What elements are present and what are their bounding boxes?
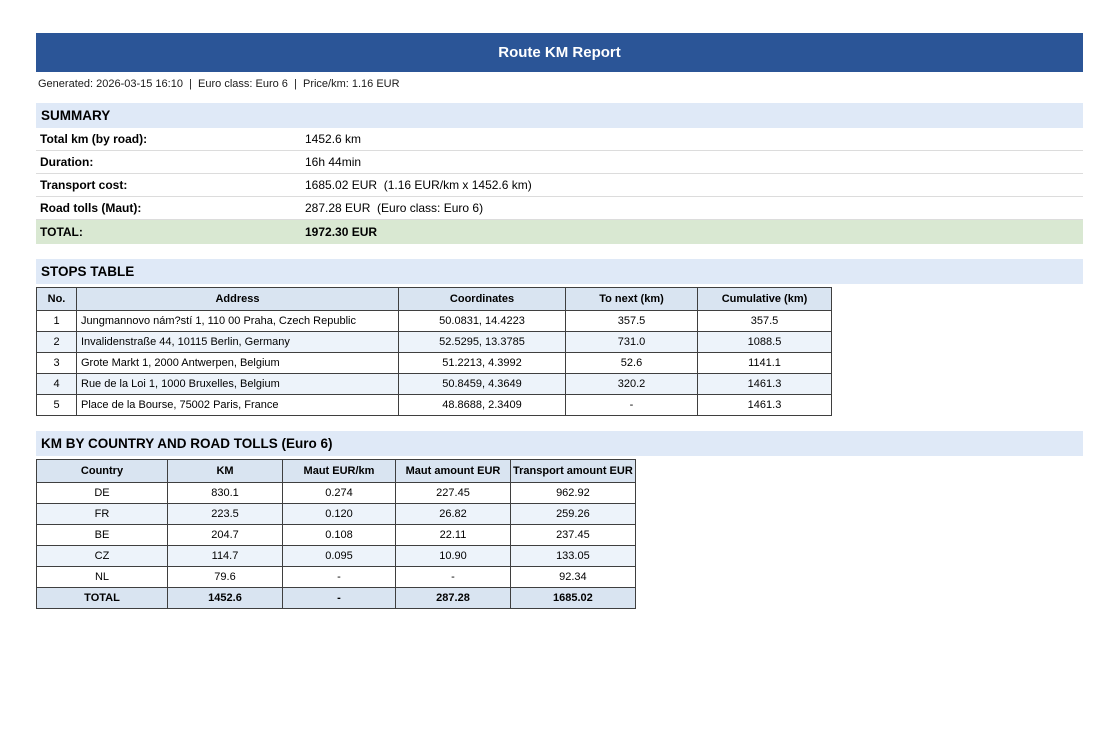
- summary-value: 1685.02 EUR (1.16 EUR/km x 1452.6 km): [305, 178, 532, 192]
- table-cell: 133.05: [511, 546, 636, 567]
- table-cell: 0.274: [283, 483, 396, 504]
- summary-value: 1452.6 km: [305, 132, 362, 146]
- summary-row: [36, 128, 1083, 151]
- report-meta: Generated: 2026-03-15 16:10 | Euro class: Euro 6 | Price/km: 1.16 EUR: [38, 78, 400, 90]
- table-cell: Invalidenstraße 44, 10115 Berlin, Germany: [77, 332, 399, 353]
- column-header: No.: [37, 288, 77, 311]
- table-cell: 1141.1: [698, 353, 832, 374]
- summary-value: 16h 44min: [305, 155, 362, 169]
- table-cell: 52.5295, 13.3785: [399, 332, 566, 353]
- table-cell: DE: [37, 483, 168, 504]
- table-cell: 48.8688, 2.3409: [399, 395, 566, 416]
- table-cell: -: [566, 395, 698, 416]
- table-row: [37, 332, 832, 353]
- column-header: Coordinates: [399, 288, 566, 311]
- table-cell: 830.1: [168, 483, 283, 504]
- table-cell: Jungmannovo nám?stí 1, 110 00 Praha, Czech Republic: [77, 311, 399, 332]
- table-cell: 1: [37, 311, 77, 332]
- table-cell: FR: [37, 504, 168, 525]
- table-total-cell: 287.28: [396, 588, 511, 609]
- table-cell: 1088.5: [698, 332, 832, 353]
- tolls-table-header: [37, 460, 636, 483]
- table-row: [37, 525, 636, 546]
- summary-label: Duration:: [40, 155, 94, 169]
- section-heading-summary: SUMMARY: [36, 103, 1083, 128]
- table-total-cell: 1685.02: [511, 588, 636, 609]
- table-cell: 51.2213, 4.3992: [399, 353, 566, 374]
- column-header: Maut EUR/km: [283, 460, 396, 483]
- table-cell: 962.92: [511, 483, 636, 504]
- table-row: [37, 374, 832, 395]
- table-cell: 22.11: [396, 525, 511, 546]
- summary-label: Road tolls (Maut):: [40, 201, 142, 215]
- column-header: To next (km): [566, 288, 698, 311]
- table-cell: 237.45: [511, 525, 636, 546]
- table-row: [37, 395, 832, 416]
- column-header: Country: [37, 460, 168, 483]
- table-row: [37, 504, 636, 525]
- table-cell: 0.095: [283, 546, 396, 567]
- table-cell: Rue de la Loi 1, 1000 Bruxelles, Belgium: [77, 374, 399, 395]
- table-cell: 5: [37, 395, 77, 416]
- table-cell: NL: [37, 567, 168, 588]
- table-cell: -: [283, 567, 396, 588]
- summary-total-value: 1972.30 EUR: [305, 225, 378, 239]
- column-header: Transport amount EUR: [511, 460, 636, 483]
- table-total-row: [37, 588, 636, 609]
- table-cell: 26.82: [396, 504, 511, 525]
- table-row: [37, 546, 636, 567]
- tolls-table-total: [37, 588, 636, 609]
- stops-table-body: [37, 311, 832, 416]
- summary-block: [36, 128, 1083, 220]
- table-cell: 2: [37, 332, 77, 353]
- column-header: Maut amount EUR: [396, 460, 511, 483]
- table-cell: 50.0831, 14.4223: [399, 311, 566, 332]
- table-header-row: [37, 288, 832, 311]
- summary-row: [36, 151, 1083, 174]
- table-row: [37, 353, 832, 374]
- table-cell: 259.26: [511, 504, 636, 525]
- section-heading-stops: STOPS TABLE: [36, 259, 1083, 284]
- table-cell: 731.0: [566, 332, 698, 353]
- column-header: KM: [168, 460, 283, 483]
- table-total-cell: TOTAL: [37, 588, 168, 609]
- table-cell: 227.45: [396, 483, 511, 504]
- table-total-cell: 1452.6: [168, 588, 283, 609]
- column-header: Address: [77, 288, 399, 311]
- table-cell: 223.5: [168, 504, 283, 525]
- tolls-table-body: [37, 483, 636, 588]
- table-cell: CZ: [37, 546, 168, 567]
- table-cell: 4: [37, 374, 77, 395]
- table-cell: 10.90: [396, 546, 511, 567]
- summary-row: [36, 174, 1083, 197]
- table-total-cell: -: [283, 588, 396, 609]
- stops-table-header: [37, 288, 832, 311]
- summary-total-row: [36, 220, 1083, 244]
- summary-total-label: TOTAL:: [40, 225, 83, 239]
- tolls-table: [36, 459, 636, 609]
- table-cell: 52.6: [566, 353, 698, 374]
- table-cell: 114.7: [168, 546, 283, 567]
- stops-table: [36, 287, 832, 416]
- summary-row: [36, 197, 1083, 220]
- table-row: [37, 311, 832, 332]
- table-cell: 357.5: [698, 311, 832, 332]
- summary-label: Total km (by road):: [40, 132, 148, 146]
- table-cell: 92.34: [511, 567, 636, 588]
- table-cell: -: [396, 567, 511, 588]
- table-row: [37, 567, 636, 588]
- table-cell: 0.108: [283, 525, 396, 546]
- table-cell: 79.6: [168, 567, 283, 588]
- report-title: Route KM Report: [36, 33, 1083, 72]
- table-cell: 50.8459, 4.3649: [399, 374, 566, 395]
- table-cell: Place de la Bourse, 75002 Paris, France: [77, 395, 399, 416]
- table-cell: 0.120: [283, 504, 396, 525]
- table-row: [37, 483, 636, 504]
- table-cell: BE: [37, 525, 168, 546]
- table-cell: 204.7: [168, 525, 283, 546]
- table-cell: 1461.3: [698, 395, 832, 416]
- summary-value: 287.28 EUR (Euro class: Euro 6): [305, 201, 484, 215]
- table-cell: 1461.3: [698, 374, 832, 395]
- table-cell: 320.2: [566, 374, 698, 395]
- summary-label: Transport cost:: [40, 178, 128, 192]
- table-cell: Grote Markt 1, 2000 Antwerpen, Belgium: [77, 353, 399, 374]
- column-header: Cumulative (km): [698, 288, 832, 311]
- section-heading-tolls: KM BY COUNTRY AND ROAD TOLLS (Euro 6): [36, 431, 1083, 456]
- table-cell: 3: [37, 353, 77, 374]
- table-header-row: [37, 460, 636, 483]
- table-cell: 357.5: [566, 311, 698, 332]
